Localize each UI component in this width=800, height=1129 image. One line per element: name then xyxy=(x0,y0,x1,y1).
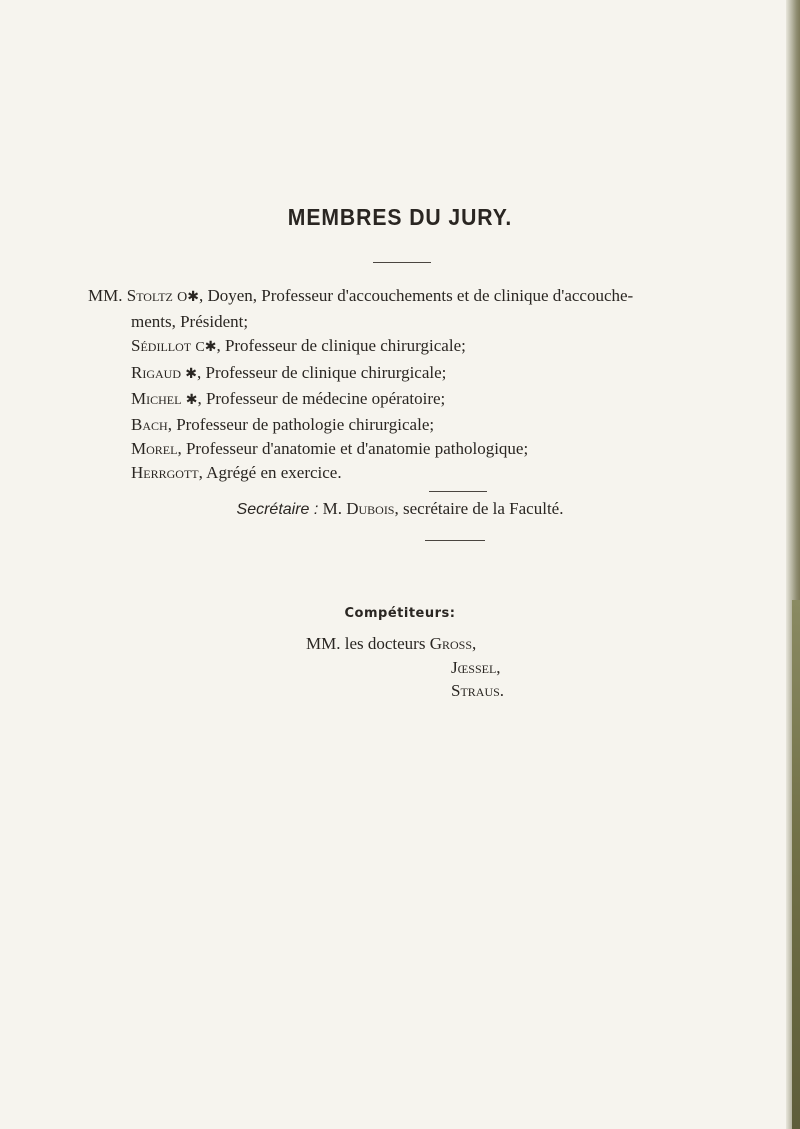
title-divider xyxy=(373,262,431,263)
separator: . xyxy=(499,681,505,700)
member-role: , Professeur de pathologie chirurgicale; xyxy=(167,415,435,435)
member-role: , Doyen, Professeur d'accouchements et de clinique d'accouche- xyxy=(198,286,634,305)
competitor-name: Straus xyxy=(451,681,500,700)
page-edge-stain xyxy=(792,600,800,1129)
member-role: , Professeur de médecine opératoire; xyxy=(197,388,446,408)
competitor xyxy=(306,656,504,680)
competitors-heading: Compétiteurs: xyxy=(344,606,456,621)
member-role: , Agrégé en exercice. xyxy=(198,463,342,483)
section-divider xyxy=(425,540,485,541)
member-name: Michel xyxy=(131,388,182,408)
competitor-name: Gross xyxy=(429,634,473,653)
member-name: Herrgott xyxy=(131,463,199,483)
secretary-name: Dubois xyxy=(346,499,395,518)
separator: , xyxy=(472,634,477,653)
jury-member xyxy=(88,437,748,461)
competitors-list xyxy=(306,632,504,703)
competitor xyxy=(306,679,504,703)
section-divider xyxy=(429,491,487,492)
jury-member-continuation: ments, Président; xyxy=(131,312,249,332)
member-name: Morel xyxy=(131,439,178,459)
jury-member xyxy=(88,361,748,387)
member-decoration: O✱ xyxy=(177,290,199,305)
member-role: , Professeur de clinique chirurgicale; xyxy=(216,336,466,356)
member-decoration: ✱ xyxy=(185,392,198,408)
jury-member xyxy=(88,284,748,310)
jury-member xyxy=(88,387,748,413)
secretary-line xyxy=(0,499,800,519)
competitor-name: Jœssel xyxy=(451,657,497,677)
page-title: MEMBRES DU JURY. xyxy=(287,204,513,230)
jury-member xyxy=(88,413,748,437)
member-name: Bach xyxy=(131,415,168,435)
jury-list xyxy=(88,284,748,486)
member-name: Sédillot xyxy=(131,336,192,356)
member-name: Stoltz xyxy=(126,286,173,305)
secretary-text: , secrétaire de la Faculté. xyxy=(394,499,564,518)
member-decoration: C✱ xyxy=(195,340,217,356)
separator: , xyxy=(496,657,501,677)
secretary-label: Secrétaire : xyxy=(236,501,319,518)
jury-member xyxy=(88,461,748,485)
jury-member xyxy=(88,334,748,360)
competitors-intro: MM. les docteurs xyxy=(306,634,426,653)
member-role: , Professeur d'anatomie et d'anatomie pathologique; xyxy=(177,439,529,459)
jury-prefix: MM. xyxy=(88,286,123,305)
competitor xyxy=(306,632,504,656)
member-role: , Professeur de clinique chirurgicale; xyxy=(196,362,447,382)
member-decoration: ✱ xyxy=(185,366,197,382)
secretary-prefix: M. xyxy=(322,499,342,518)
member-name: Rigaud xyxy=(131,362,181,382)
